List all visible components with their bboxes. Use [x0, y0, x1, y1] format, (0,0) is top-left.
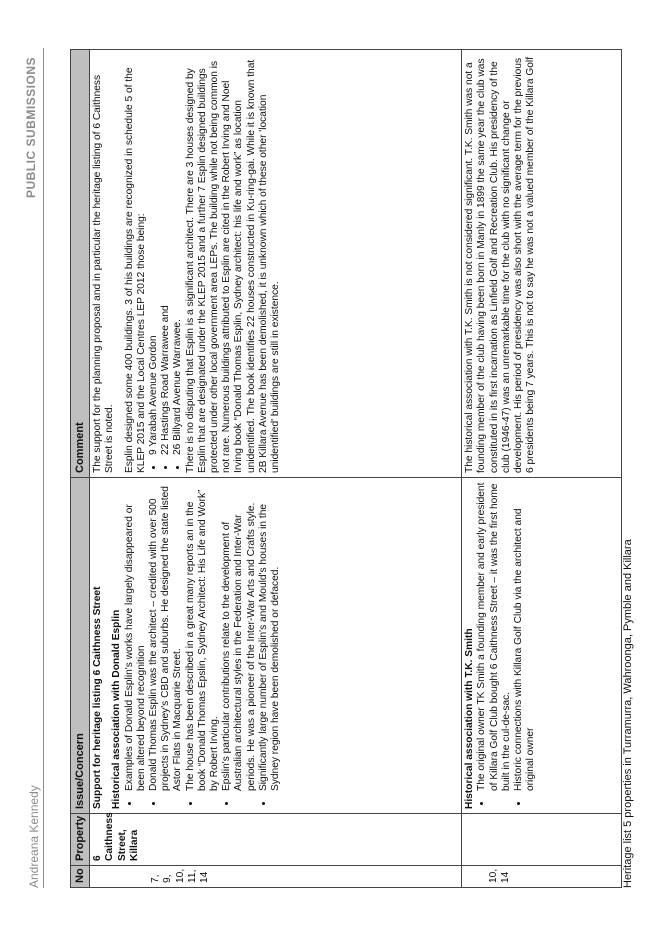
row-number: 14	[199, 871, 211, 883]
issue-subheading: Historical association with T.K. Smith	[464, 628, 476, 809]
header-rule	[43, 48, 44, 888]
row-number: 9,	[162, 874, 174, 883]
column-header-comment: Comment	[71, 50, 90, 478]
list-item: • 22 Hastings Road Warrawee and	[160, 54, 172, 457]
row-number-cell	[462, 866, 622, 888]
issue-cell	[90, 478, 462, 814]
column-header-no: No	[71, 866, 90, 888]
list-item: • 9 Yarabah Avenue Gordon	[148, 54, 160, 457]
submissions-table	[70, 49, 622, 888]
table-header-row	[71, 50, 90, 888]
comment-paragraph: The support for the planning proposal and in particular the heritage listing of 6 Caithness Street is noted.	[92, 74, 116, 473]
section-title: PUBLIC SUBMISSIONS	[24, 56, 38, 198]
comment-bullet-list	[148, 54, 185, 473]
author-name: Andreana Kennedy	[27, 785, 41, 888]
comment-paragraph: There is no disputing that Esplin is a significant architect. There are 3 houses designed by Esplin that are designated under the KLEP 2015 and a further 7 Esplin designed buildings protected under other local government area LEPs. The building while not being common is not rare. Numerous buildings attributed to Esplin are cited in the Robert Irving and Noel Irving book “Donald Thomas Esplin, Sydney architect: his life and work” as location unidentified. The book identifies 22 houses constructed in Ku-ring-gai. While it is known that 2B Killara Avenue has been demolished, it is unknown which of these other 'location unidentified' buildings are still in existence.	[184, 59, 282, 473]
property-cell	[90, 814, 462, 866]
list-item-text: The house has been described in a great many reports an in the book “Donald Thomas Epslin, Sydney Architect: His Life and Work” by Robert Irving.	[184, 489, 221, 791]
list-item	[185, 482, 222, 793]
list-item: • The original owner TK Smith a founding member and early president of Killara Golf Club bought 6 Caithness Street – it was the first home built in the cul-de-sac.	[476, 482, 513, 793]
issue-cell	[462, 478, 622, 814]
list-item: • Historic connections with Killara Golf Club via the architect and original owner	[513, 482, 537, 793]
row-number: 10,	[488, 868, 500, 883]
list-item: • Significantly large number of Esplin's and Mould's houses in the Sydney region have been demolished or defaced.	[258, 482, 282, 793]
list-item: • Examples of Donald Esplin's works have largely disappeared or been altered beyond recognition	[124, 482, 148, 793]
comment-paragraph: Esplin designed some 400 buildings. 3 of his buildings are recognized in schedule 5 of the KLEP 2015 and the Local Centres LEP 2012 those being:	[123, 67, 147, 473]
row-number-cell	[90, 866, 462, 888]
property-cell	[462, 814, 622, 866]
list-item: • Epslin's particular contributions relate to the development of Australian architectural styles in the Federation and Inter-War periods. He was a pioneer of the Inter-War Arts and Crafts style.	[221, 482, 258, 793]
comment-cell	[90, 50, 462, 478]
list-item: • 26 Billyard Avenue Warrawee.	[172, 54, 184, 457]
row-number: 14	[500, 871, 512, 883]
column-header-issue: Issue/Concern	[71, 478, 90, 814]
row-number: 7,	[150, 874, 162, 883]
comment-cell	[462, 50, 622, 478]
issue-heading: Support for heritage listing 6 Caithness Street	[92, 586, 104, 809]
issue-bullet-list	[476, 482, 537, 809]
footer-caption: Heritage list 5 properties in Turramurra, Wahroonga, Pymble and Killara	[622, 539, 634, 888]
property-name: 6 Caithness Street, Killara	[92, 812, 140, 861]
row-number: 10,	[174, 868, 186, 883]
issue-subheading: Historical association with Donald Esplin	[111, 609, 123, 809]
row-number: 11,	[186, 869, 198, 883]
table-row	[90, 50, 462, 888]
table-row	[462, 50, 622, 888]
list-item: • Donald Thomas Esplin was the architect – credited with over 500 projects in Sydney's CBD and suburbs. He designed the state listed Astor Flats in Macquarie Street.	[148, 482, 185, 793]
column-header-property: Property	[71, 814, 90, 866]
comment-paragraph: The historical association with T.K. Smith is not considered significant. T.K. Smith was not a founding member of the club having been born in Manly in 1899 the same year the club was constituted in its first incarnation as Linfield Golf and Recreation Club. His presidency of the club (1946-47) was an unremarkable time for the club with no significant change or development. His period of presidency was also short with the average term for the previous 6 presidents being 7 years. This is not to say he was not a valued member of the Killara Golf	[464, 56, 537, 473]
issue-bullet-list	[124, 482, 283, 809]
